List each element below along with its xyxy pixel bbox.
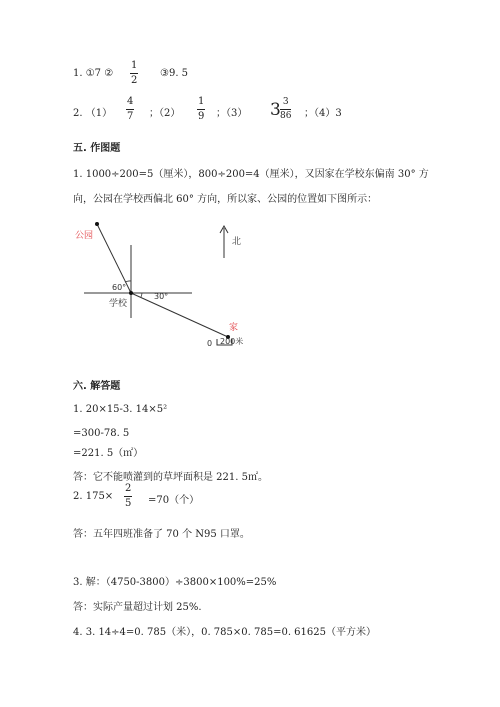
s1-line-1: 1. 20×15-3. 14×5²: [73, 404, 168, 415]
s1-line-3: =221. 5（㎡）: [73, 448, 144, 459]
s3-line-1: 3. 解：（4750-3800）÷3800×100%=25%: [73, 577, 277, 588]
q1-suffix: ③9. 5: [160, 68, 189, 79]
fraction-numerator: 2: [125, 483, 132, 494]
s1-answer: 答：它不能喷灌到的草坪面积是 221. 5㎡。: [73, 472, 268, 483]
section-title-drawing: 五. 作图题: [73, 143, 121, 154]
angle-arc-60: [125, 281, 131, 282]
s2-suffix: =70（个）: [148, 495, 200, 506]
park-label: 公园: [75, 231, 94, 241]
angle-60-label: 60°: [112, 283, 127, 292]
school-point: [129, 291, 133, 295]
angle-30-label: 30°: [154, 292, 169, 301]
s2-fraction: [124, 484, 132, 509]
fraction-numerator: 4: [127, 96, 134, 107]
s4-line-1: 4. 3. 14÷4=0. 785（米），0. 785×0. 785=0. 61625（平方米）: [73, 627, 376, 638]
fraction-denominator: 7: [127, 111, 134, 122]
fraction-denominator: 5: [125, 498, 132, 509]
s1-line-2: =300-78. 5: [73, 428, 130, 439]
fraction-bar: [124, 496, 132, 497]
p5-line-2: 向，公园在学校西偏北 60° 方向，所以家、公园的位置如下图所示：: [73, 194, 378, 205]
angle-arc-30: [141, 293, 142, 297]
q2-sep-2: ；（3）: [216, 108, 248, 119]
fraction-numerator: 1: [131, 60, 138, 71]
q1-prefix: 1. ①7 ②: [73, 68, 114, 79]
q2-mixed-whole: 3: [270, 100, 281, 120]
s2-answer: 答：五年四班准备了 70 个 N95 口罩。: [73, 529, 250, 540]
fraction-numerator: 3: [282, 97, 289, 107]
fraction-denominator: 2: [131, 75, 138, 86]
home-label: 家: [229, 323, 239, 333]
fraction-denominator: 9: [198, 111, 205, 122]
school-label: 学校: [109, 299, 128, 309]
fraction-numerator: 1: [198, 96, 205, 107]
s2-prefix: 2. 175×: [73, 491, 114, 502]
q2-prefix: 2. （1）: [73, 108, 113, 119]
q2-sep-3: ；（4）3: [304, 108, 342, 119]
section-title-solutions: 六. 解答题: [73, 381, 121, 392]
p5-line-1: 1. 1000÷200=5（厘米），800÷200=4（厘米），又因家在学校东偏南 30° 方: [73, 169, 429, 180]
home-direction-line: [131, 293, 228, 337]
north-label: 北: [232, 237, 242, 247]
s3-answer: 答：实际产量超过计划 25%.: [73, 602, 202, 613]
scale-length-label: 200米: [220, 337, 244, 346]
scale-zero-label: 0: [207, 339, 213, 348]
fraction-denominator: 86: [280, 111, 292, 121]
q2-sep-1: ；（2）: [149, 108, 181, 119]
park-point: [95, 222, 99, 226]
